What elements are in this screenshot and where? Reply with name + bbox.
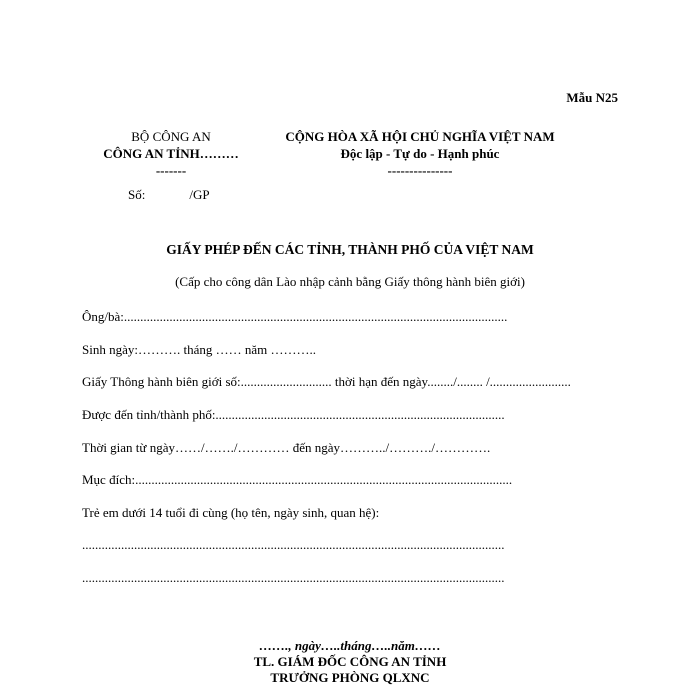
document-number-label: Số: bbox=[128, 187, 146, 202]
signer-department: TRƯỞNG PHÒNG QLXNC bbox=[270, 670, 430, 685]
signature-date: ……., ngày…..tháng…..năm…… bbox=[259, 638, 441, 653]
national-header bbox=[270, 128, 570, 179]
national-motto: Độc lập - Tự do - Hạnh phúc bbox=[340, 146, 500, 161]
field-purpose: Mục đích:.................................................................................................................... bbox=[82, 472, 513, 487]
document-subtitle: (Cấp cho công dân Lào nhập cảnh bằng Giấy thông hành biên giới) bbox=[175, 274, 525, 289]
header-divider-right: --------------- bbox=[387, 163, 453, 178]
document-title: GIẤY PHÉP ĐẾN CÁC TỈNH, THÀNH PHỐ CỦA VIỆT NAM bbox=[166, 242, 534, 257]
field-children: Trẻ em dưới 14 tuổi đi cùng (họ tên, ngày sinh, quan hệ): bbox=[82, 505, 380, 520]
field-border-pass: Giấy Thông hành biên giới số:............................ thời hạn đến ngày......../........ /......................... bbox=[82, 374, 571, 389]
header-divider-left: ------- bbox=[155, 163, 187, 178]
field-date-of-birth: Sinh ngày:………. tháng …… năm ……….. bbox=[82, 342, 316, 357]
document-number bbox=[128, 187, 210, 203]
signature-block bbox=[0, 638, 700, 686]
document-number-suffix: /GP bbox=[189, 187, 210, 202]
form-code: Mẫu N25 bbox=[566, 90, 618, 105]
signer-title: TL. GIÁM ĐỐC CÔNG AN TỈNH bbox=[253, 654, 447, 669]
field-period: Thời gian từ ngày……/……./………… đến ngày………../………./…………. bbox=[82, 440, 491, 455]
issuing-authority-header bbox=[96, 128, 246, 179]
field-children-line-2: .................................................................................................................................. bbox=[82, 570, 505, 585]
department-name: CÔNG AN TỈNH……… bbox=[103, 146, 239, 161]
country-name: CỘNG HÒA XÃ HỘI CHỦ NGHĨA VIỆT NAM bbox=[285, 129, 555, 144]
field-children-line-1: .................................................................................................................................. bbox=[82, 537, 505, 552]
ministry-name: BỘ CÔNG AN bbox=[131, 129, 211, 144]
field-name: Ông/bà:...................................................................................................................... bbox=[82, 309, 508, 324]
field-province: Được đến tỉnh/thành phố:......................................................................................... bbox=[82, 407, 505, 422]
